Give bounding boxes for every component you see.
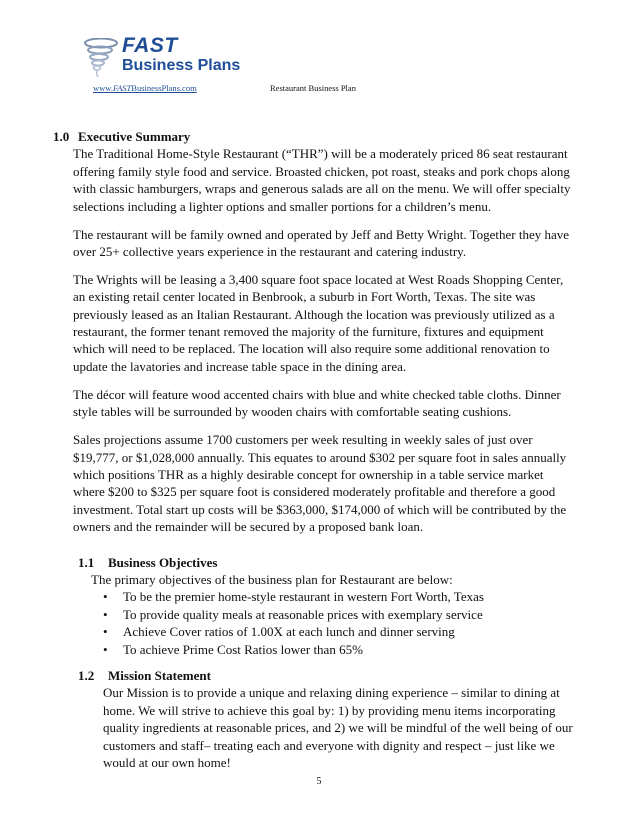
logo-business-plans-text: Business Plans — [122, 57, 241, 74]
logo — [84, 34, 244, 84]
list-item: • Achieve Cover ratios of 1.00X at each lunch and dinner serving — [103, 623, 573, 640]
objectives-title: Business Objectives — [108, 554, 218, 570]
section-heading — [53, 128, 573, 145]
paragraph: The restaurant will be family owned and operated by Jeff and Betty Wright. Together they have over 25+ collective years experience in the restaurant and catering industry. — [73, 226, 570, 259]
objectives-heading — [78, 554, 573, 571]
list-item: • To achieve Prime Cost Ratios lower than 65% — [103, 641, 573, 658]
page-number: 5 — [316, 776, 322, 787]
objectives-number: 1.1 — [78, 554, 95, 570]
mission-title: Mission Statement — [108, 667, 211, 683]
header-document-title: Restaurant Business Plan — [270, 83, 356, 93]
mission-section — [78, 667, 573, 771]
mission-number: 1.2 — [78, 667, 95, 683]
paragraph: The Traditional Home-Style Restaurant (“THR”) will be a moderately priced 86 seat restaurant offering family style food and service. Broasted chicken, pot roast, steaks and pork chops along with classic hamburgers, wraps and generous salads are all on the menu. We will offer specialty selections including a lighter options and smaller portions for a children’s menu. — [73, 146, 571, 214]
logo-fast-text: FAST — [122, 34, 178, 57]
list-item: • To provide quality meals at reasonable prices with exemplary service — [103, 606, 573, 623]
url-suffix: BusinessPlans.com — [131, 83, 197, 93]
page-content — [53, 128, 573, 771]
objectives-list — [91, 588, 573, 658]
objectives-intro: The primary objectives of the business plan for Restaurant are below: — [91, 571, 453, 587]
mission-text: Our Mission is to provide a unique and relaxing dining experience – similar to dining at home. We will strive to achieve this goal by: 1) by providing menu items incorporating quality ingredients at reasonable prices, and 2) we will be mindful of the well being of our customers and staff– treating each and everyone with dignity and respect – just like we would at our own home! — [103, 685, 573, 770]
objectives-body — [91, 571, 573, 658]
section-body — [73, 145, 573, 535]
list-item: • To be the premier home-style restaurant in western Fort Worth, Texas — [103, 588, 573, 605]
mission-heading — [78, 667, 573, 684]
paragraph: The décor will feature wood accented chairs with blue and white checked table cloths. Dinner style tables will be surrounded by wooden chairs with comfortable seating cushions. — [73, 386, 561, 420]
section-number: 1.0 — [53, 129, 70, 144]
tornado-icon — [84, 38, 118, 78]
header-website-link[interactable] — [93, 83, 197, 93]
paragraph: The Wrights will be leasing a 3,400 square foot space located at West Roads Shopping Center, an existing retail center located in Benbrook, a suburb in Fort Worth, Texas. The site was previously leased as an Italian Restaurant. Although the location was previously utilized as a restaurant, the former tenant removed the majority of the furniture, fixtures and equipment which will need to be replaced. The location will also require some additional renovation to update the lavatories and increase table space in the dining area. — [73, 271, 564, 374]
paragraph: Sales projections assume 1700 customers per week resulting in weekly sales of just over $19,777, or $1,028,000 annually. This equates to around $302 per square foot in sales annually which positions THR as a highly desirable concept for ownership in a table service market where $200 to $325 per square foot is considered moderately profitable and therefore a good investment. Total start up costs will be $363,000, $174,000 of which will be contributed by the owners and the remainder will be secured by a proposed bank loan. — [73, 432, 567, 535]
section-title: Executive Summary — [78, 129, 191, 144]
url-prefix: www. — [93, 83, 113, 93]
url-italic: FAST — [113, 83, 132, 93]
objectives-section — [78, 554, 573, 658]
